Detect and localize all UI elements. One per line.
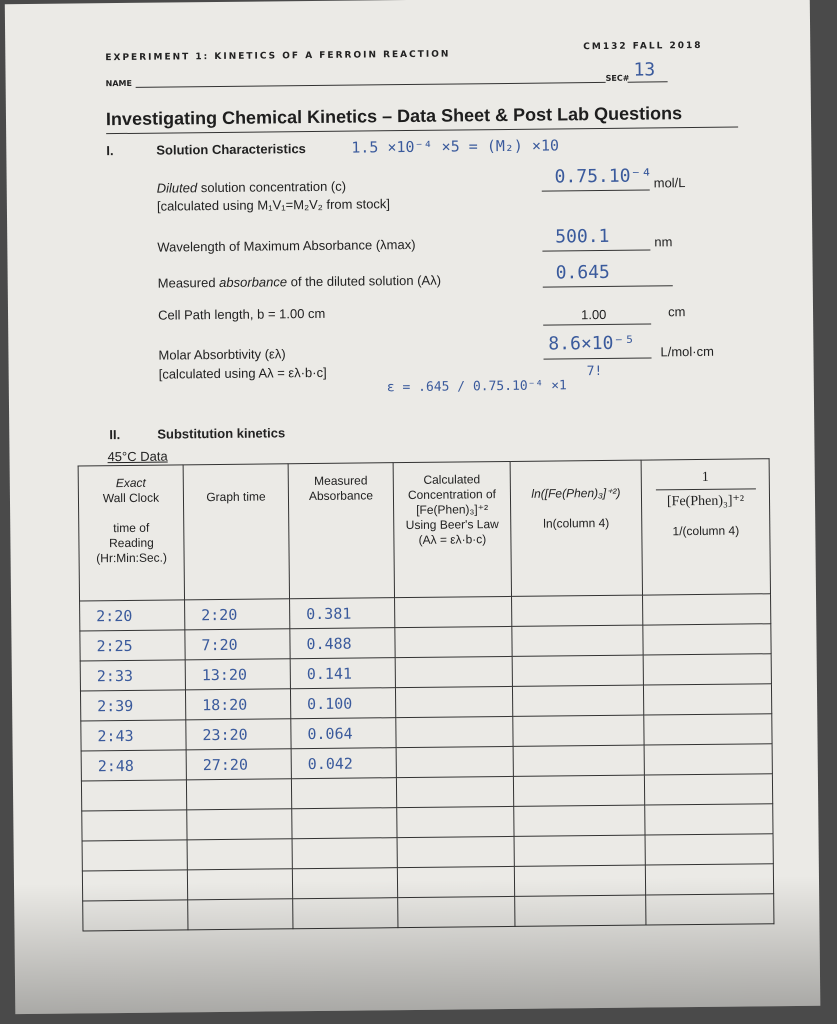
table-cell[interactable] <box>395 656 512 687</box>
table-cell[interactable] <box>643 594 771 625</box>
wavelength-line <box>542 249 650 251</box>
table-cell[interactable] <box>81 780 186 811</box>
table-cell[interactable] <box>187 839 292 870</box>
table-cell[interactable]: 0.042 <box>291 748 396 779</box>
sec-label: SEC# <box>605 73 630 83</box>
wavelength-label: Wavelength of Maximum Absorbance (λmax) <box>157 236 416 255</box>
table-cell[interactable] <box>512 625 643 656</box>
page-title: Investigating Chemical Kinetics – Data Sheet & Post Lab Questions <box>105 103 683 130</box>
table-cell[interactable] <box>291 778 396 809</box>
table-cell[interactable] <box>82 840 187 871</box>
diluted-conc-line <box>542 189 650 191</box>
table-cell[interactable] <box>515 895 646 926</box>
table-cell[interactable] <box>187 809 292 840</box>
table-cell[interactable]: 2:20 <box>185 599 290 630</box>
table-cell[interactable] <box>292 868 397 899</box>
absorbance-line <box>543 285 673 287</box>
scratch-work: 1.5 ×10⁻⁴ ×5 = (M₂) ×10 <box>351 136 560 157</box>
molar-abs-sub: [calculated using Aλ = ελ·b·c] <box>158 364 327 382</box>
table-cell[interactable] <box>513 745 644 776</box>
table-cell[interactable]: 2:43 <box>81 720 186 751</box>
wavelength-value: 500.1 <box>555 225 610 248</box>
table-cell[interactable] <box>395 596 512 627</box>
table-cell[interactable] <box>645 834 773 865</box>
course-label: CM132 FALL 2018 <box>583 40 703 53</box>
table-body <box>80 594 774 931</box>
col-header-ln: ln([Fe(Phen)₃]⁺²) ln(column 4) <box>510 460 642 596</box>
table-cell[interactable]: 7:20 <box>185 629 290 660</box>
experiment-title: EXPERIMENT 1: KINETICS OF A FERROIN REACTION <box>105 49 451 64</box>
table-cell[interactable] <box>643 684 771 715</box>
table-cell[interactable] <box>187 869 292 900</box>
table-cell[interactable]: 0.064 <box>291 718 396 749</box>
table-cell[interactable] <box>292 838 397 869</box>
table-cell[interactable] <box>186 779 291 810</box>
table-cell[interactable]: 2:33 <box>80 660 185 691</box>
diluted-conc-value: 0.75.10⁻⁴ <box>554 165 653 188</box>
table-cell[interactable] <box>643 624 771 655</box>
table-cell[interactable] <box>645 804 773 835</box>
table-cell[interactable]: 0.100 <box>290 688 395 719</box>
table-cell[interactable]: 2:48 <box>81 750 186 781</box>
table-cell[interactable] <box>512 655 643 686</box>
table-cell[interactable] <box>396 716 513 747</box>
section2-heading: Substitution kinetics <box>157 425 286 442</box>
sec-line <box>628 81 668 82</box>
table-cell[interactable]: 23:20 <box>186 719 291 750</box>
table-cell[interactable] <box>512 685 643 716</box>
diluted-conc-sub: [calculated using M₁V₁=M₂V₂ from stock] <box>156 196 391 214</box>
section1-numeral: I. <box>106 143 114 159</box>
table-row <box>83 894 774 931</box>
table-cell[interactable]: 2:25 <box>80 630 185 661</box>
table-cell[interactable] <box>293 898 398 929</box>
table-cell[interactable] <box>513 715 644 746</box>
table-cell[interactable] <box>512 595 643 626</box>
table-cell[interactable]: 0.488 <box>290 628 395 659</box>
name-line <box>136 82 606 88</box>
table-cell[interactable] <box>82 810 187 841</box>
table-cell[interactable] <box>514 805 645 836</box>
kinetics-table <box>78 458 775 931</box>
table-cell[interactable] <box>644 744 772 775</box>
table-cell[interactable] <box>645 864 773 895</box>
col-header-reciprocal: $\frac{1}{\text{[Fe(Phen)₃]⁺²}}$ 1/(column 4) <box>641 459 770 595</box>
section1-heading: Solution Characteristics <box>156 141 306 158</box>
table-cell[interactable] <box>395 686 512 717</box>
table-cell[interactable] <box>395 626 512 657</box>
table-cell[interactable] <box>396 776 513 807</box>
table-cell[interactable] <box>292 808 397 839</box>
table-cell[interactable] <box>644 714 772 745</box>
path-length-label: Cell Path length, b = 1.00 cm <box>157 305 326 323</box>
table-cell[interactable]: 2:20 <box>80 600 185 631</box>
col-header-absorbance: Measured Absorbance <box>288 463 394 599</box>
table-cell[interactable]: 13:20 <box>185 659 290 690</box>
path-length-line <box>543 323 651 325</box>
col-header-wall-clock: Exact Wall Clock time of Reading (Hr:Min:Sec.) <box>78 465 184 601</box>
sec-value: 13 <box>633 59 656 81</box>
table-cell[interactable]: 0.141 <box>290 658 395 689</box>
section2-numeral: II. <box>109 427 121 443</box>
table-cell[interactable] <box>644 774 772 805</box>
table-cell[interactable] <box>396 746 513 777</box>
table-cell[interactable] <box>83 900 188 931</box>
molar-abs-label: Molar Absorbtivity (ελ) <box>158 346 286 363</box>
table-cell[interactable] <box>188 899 293 930</box>
table-cell[interactable] <box>513 775 644 806</box>
wavelength-unit: nm <box>654 234 673 250</box>
table-cell[interactable] <box>398 896 515 927</box>
diluted-conc-unit: mol/L <box>653 175 686 191</box>
table-cell[interactable] <box>646 894 774 925</box>
molar-abs-value: 8.6×10⁻⁵ <box>548 332 636 355</box>
table-cell[interactable]: 0.381 <box>290 598 395 629</box>
reciprocal-fraction: $\frac{1}{\text{[Fe(Phen)₃]⁺²}}$ <box>655 469 755 509</box>
diluted-conc-label: Diluted solution concentration (c) <box>156 178 347 196</box>
name-label: NAME <box>105 78 132 89</box>
absorbance-value: 0.645 <box>555 261 610 284</box>
calc-mark: 7! <box>586 363 603 380</box>
table-cell[interactable] <box>397 836 514 867</box>
table-cell[interactable] <box>397 806 514 837</box>
absorbance-label: Measured absorbance of the diluted solution (Aλ) <box>157 272 442 291</box>
table-cell[interactable]: 27:20 <box>186 749 291 780</box>
molar-abs-line <box>544 357 652 359</box>
table-header-row <box>78 459 770 601</box>
col-header-graph-time: Graph time <box>183 464 289 600</box>
epsilon-calc-note: ε = .645 / 0.75.10⁻⁴ ×1 <box>386 378 567 396</box>
table-cell[interactable] <box>82 870 187 901</box>
col-header-concentration: Calculated Concentration of [Fe(Phen)₃]⁺² Using Beer's Law (Aλ = ελ·b·c) <box>393 461 511 597</box>
path-length-value: 1.00 <box>580 306 607 323</box>
table-cell[interactable]: 2:39 <box>80 690 185 721</box>
table-cell[interactable]: 18:20 <box>185 689 290 720</box>
table-cell[interactable] <box>514 835 645 866</box>
data-sheet <box>5 0 821 1014</box>
section2-subheading: 45°C Data <box>107 448 168 465</box>
table-cell[interactable] <box>397 866 514 897</box>
molar-abs-unit: L/mol·cm <box>660 343 714 360</box>
table-cell[interactable] <box>514 865 645 896</box>
table-cell[interactable] <box>643 654 771 685</box>
path-length-unit: cm <box>667 304 686 320</box>
